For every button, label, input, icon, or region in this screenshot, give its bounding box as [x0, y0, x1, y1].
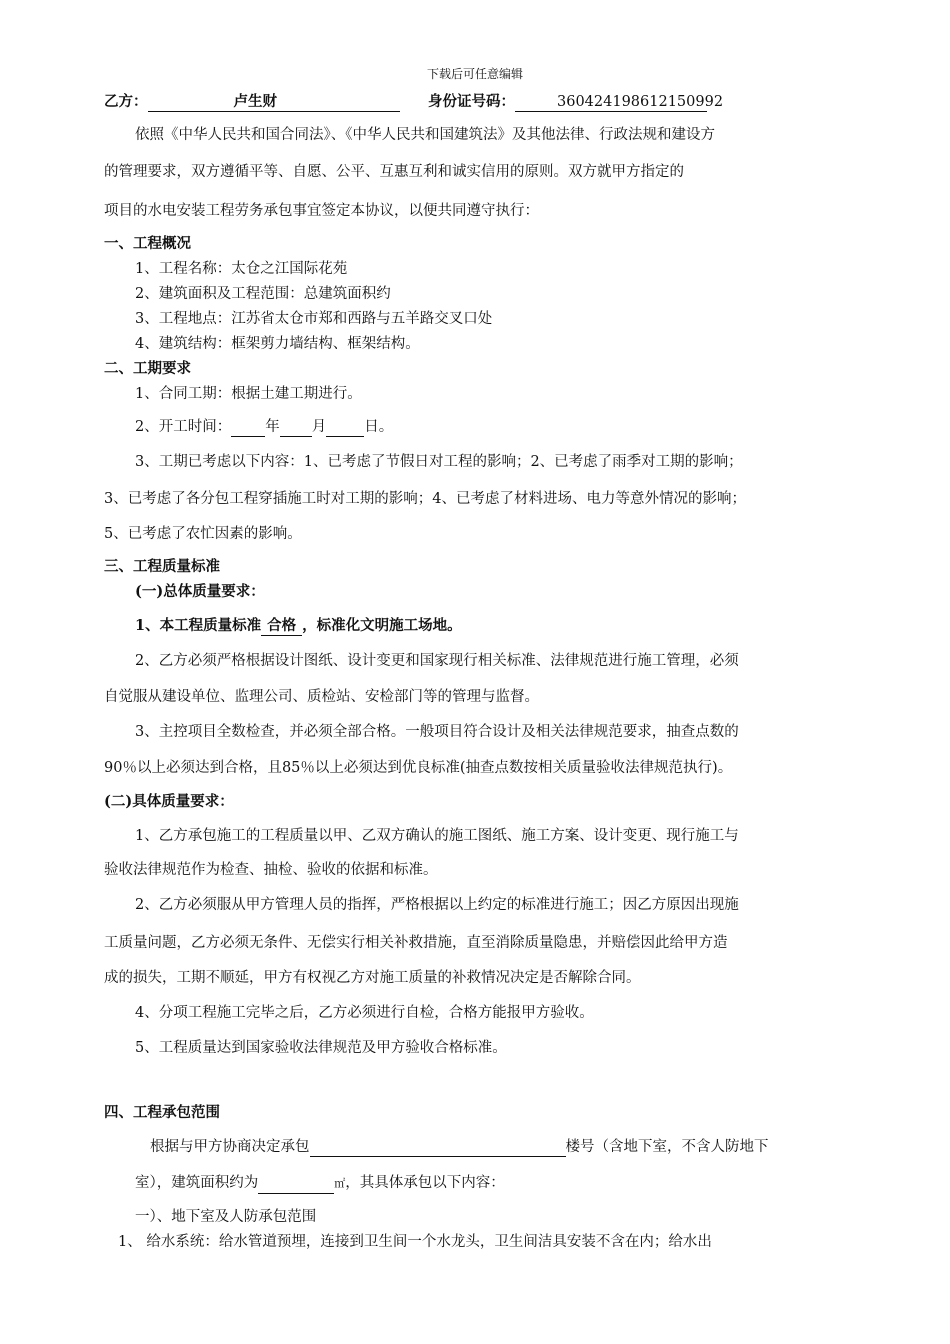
sec3-q2-line-3: 成的损失，工期不顺延，甲方有权视乙方对施工质量的补救情况决定是否解除合同。 [104, 970, 641, 986]
sec3-p2-line-2: 自觉服从建设单位、监理公司、质检站、安检部门等的管理与监督。 [104, 689, 539, 705]
sec3-p2-line-1: 2、乙方必须严格根据设计图纸、设计变更和国家现行相关标准、法律规范进行施工管理，必须 [135, 653, 739, 669]
id-label: 身份证号码： [428, 93, 515, 110]
quality-standard-suffix: ，标准化文明施工场地。 [302, 617, 462, 634]
section-4-title: 四、工程承包范围 [104, 1104, 220, 1121]
sec1-item-4: 4、建筑结构：框架剪力墙结构、框架结构。 [135, 336, 420, 352]
sec3-p1 [135, 616, 462, 636]
contract-building-label: 根据与甲方协商决定承包 [150, 1139, 310, 1155]
area-unit: ㎡ [334, 1177, 346, 1190]
sec3-sub-1: (一)总体质量要求： [135, 583, 265, 600]
sec4-sub-1: 一）、地下室及人防承包范围 [135, 1209, 317, 1225]
sec1-item-1: 1、工程名称：太仓之江国际花苑 [135, 261, 348, 277]
area-label: 室），建筑面积约为 [135, 1175, 259, 1191]
sec3-p3-line-2: 90％以上必须达到合格，且85％以上必须达到优良标准(抽查点数按相关质量验收法律规范执行)。 [104, 760, 733, 776]
start-day-blank [326, 419, 364, 437]
id-number: 360424198612150992 [557, 94, 724, 110]
month-label: 月 [311, 419, 327, 435]
building-number-blank [310, 1139, 566, 1157]
contract-building-suffix: 楼号（含地下室，不含人防地下 [565, 1139, 769, 1155]
sec3-q4: 4、分项工程施工完毕之后，乙方必须进行自检，合格方能报甲方验收。 [135, 1005, 594, 1021]
sec2-item-3-line-1: 3、工期已考虑以下内容：1、已考虑了节假日对工程的影响；2、已考虑了雨季对工期的影响； [135, 454, 743, 470]
intro-line-3: 项目的水电安装工程劳务承包事宜签定本协议，以便共同遵守执行： [104, 203, 539, 219]
sec3-sub-2: (二)具体质量要求： [104, 793, 234, 810]
sec4-line-2 [135, 1173, 505, 1194]
quality-grade: 合格 [261, 617, 302, 636]
sec1-item-3: 3、工程地点：江苏省太仓市郑和西路与五羊路交叉口处 [135, 311, 493, 327]
party-b-name-field [148, 93, 400, 112]
intro-line-1: 依照《中华人民共和国合同法》、《中华人民共和国建筑法》及其他法律、行政法规和建设方 [135, 127, 715, 143]
sec3-q2-line-2: 工质量问题，乙方必须无条件、无偿实行相关补救措施，直至消除质量隐患，并赔偿因此给甲方造 [104, 935, 728, 951]
quality-standard-label: 1、本工程质量标准 [135, 617, 262, 634]
sec2-item-1: 1、合同工期：根据土建工期进行。 [135, 386, 362, 402]
area-blank [258, 1176, 334, 1194]
start-year-blank [231, 419, 265, 437]
section-3-title: 三、工程质量标准 [104, 558, 220, 575]
area-suffix: ，其具体承包以下内容： [345, 1175, 505, 1191]
start-month-blank [280, 419, 312, 437]
sec3-q5: 5、工程质量达到国家验收法律规范及甲方验收合格标准。 [135, 1040, 507, 1056]
sec1-item-2: 2、建筑面积及工程范围：总建筑面积约 [135, 286, 391, 302]
sec4-item-1: 1、 给水系统：给水管道预埋，连接到卫生间一个水龙头，卫生间洁具安装不含在内；给水出 [118, 1234, 712, 1250]
day-label: 日。 [364, 419, 394, 435]
sec3-q2-line-1: 2、乙方必须服从甲方管理人员的指挥，严格根据以上约定的标准进行施工；因乙方原因出现施 [135, 897, 739, 913]
section-1-title: 一、工程概况 [104, 235, 191, 252]
id-row [428, 92, 724, 112]
year-label: 年 [265, 419, 280, 435]
sec2-item-3-line-3: 5、已考虑了农忙因素的影响。 [104, 526, 302, 542]
sec3-p3-line-1: 3、主控项目全数检查，并必须全部合格。一般项目符合设计及相关法律规范要求，抽查点数的 [135, 724, 739, 740]
id-number-field [515, 93, 724, 112]
sec3-q1-line-2: 验收法律规范作为检查、抽检、验收的依据和标准。 [104, 862, 438, 878]
sec4-line-1 [150, 1137, 769, 1157]
party-b-name: 卢生财 [233, 93, 277, 110]
party-b-label: 乙方： [104, 93, 148, 110]
section-2-title: 二、工期要求 [104, 360, 191, 377]
header-note: 下载后可任意编辑 [426, 67, 523, 81]
sec2-item-3-line-2: 3、已考虑了各分包工程穿插施工时对工期的影响；4、已考虑了材料进场、电力等意外情况的影响； [104, 491, 746, 507]
sec3-q1-line-1: 1、乙方承包施工的工程质量以甲、乙双方确认的施工图纸、施工方案、设计变更、现行施工与 [135, 828, 739, 844]
start-time-label: 2、开工时间： [135, 419, 232, 435]
intro-line-2: 的管理要求，双方遵循平等、自愿、公平、互惠互利和诚实信用的原则。双方就甲方指定的 [104, 164, 684, 180]
party-b-row [104, 92, 400, 112]
sec2-item-2 [135, 417, 393, 437]
